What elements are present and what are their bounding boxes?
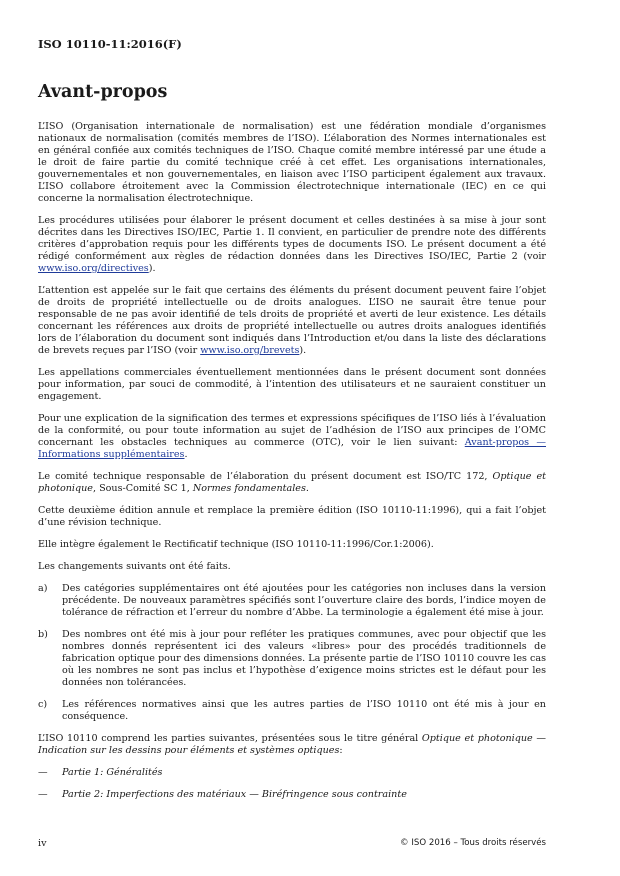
paragraph-committee-text: Le comité technique responsable de l’élaboration du présent document est ISO/TC 172, [38, 471, 493, 482]
paragraph-parts-text: L’ISO 10110 comprend les parties suivantes, présentées sous le titre général [38, 733, 422, 744]
paragraph-patents-end: ). [299, 345, 307, 356]
copyright-notice: © ISO 2016 – Tous droits réservés [400, 838, 546, 848]
section-title: Avant-propos [38, 82, 168, 102]
paragraph-edition: Cette deuxième édition annule et remplace la première édition (ISO 10110-11:1996), qui a fait l’objet d’une révision technique. [38, 505, 546, 528]
part-list-item [38, 767, 546, 779]
paragraph-committee [38, 471, 546, 495]
dash-marker: — [38, 767, 48, 778]
page-number: iv [38, 838, 47, 849]
paragraph-iso-intro: L’ISO (Organisation internationale de normalisation) est une fédération mondiale d’organismes nationaux de normalisation (comités membres de l’ISO). L’élaboration des Normes internationales est en général confiée aux comités techniques de l’ISO. Chaque comité membre intéressé par une étude a le droit de faire partie du comité technique créé à cet effet. Les organisations internationales, gouvernementales et non gouvernementales, en liaison avec l’ISO participent également aux travaux. L’ISO collabore étroitement avec la Commission électrotechnique internationale (IEC) en ce qui concerne la normalisation électrotechnique. [38, 121, 546, 204]
paragraph-conformity-end: . [184, 449, 188, 460]
committee-name: Optique et photonique [38, 471, 547, 494]
general-title: Optique et photonique — Indication sur les dessins pour éléments et systèmes optiques [38, 733, 546, 756]
foreword-body [38, 121, 546, 811]
paragraph-parts-intro [38, 733, 546, 757]
part-title: Partie 2: Imperfections des matériaux — Biréfringence sous contrainte [62, 789, 407, 800]
paragraph-patents [38, 285, 546, 357]
list-item-text: Les références normatives ainsi que les autres parties de l’ISO 10110 ont été mis à jour en conséquence. [62, 699, 546, 722]
list-item-text: Des catégories supplémentaires ont été ajoutées pour les catégories non incluses dans la version précédente. De nouveaux paramètres spécifiés sont l’ouverture claire des bords, l’indice moyen de tolérance de réfraction et l’erreur du nombre d’Abbe. La terminologie a également été mise à jour. [62, 583, 546, 618]
directives-link[interactable]: www.iso.org/directives [38, 263, 149, 274]
paragraph-conformity-text: Pour une explication de la signification des termes et expressions spécifiques de l’ISO liés à l’évaluation de la conformité, ou pour toute information au sujet de l’adhésion de l’ISO aux principes de l’OMC concernant les obstacles techniques au commerce (OTC), voir le lien suivant: [38, 413, 546, 448]
list-item [38, 583, 546, 619]
part-list-item [38, 789, 546, 801]
paragraph-parts-end: : [339, 745, 343, 756]
part-title: Partie 1: Généralités [62, 767, 163, 778]
paragraph-patents-text: L’attention est appelée sur le fait que certains des éléments du présent document peuvent faire l’objet de droits de propriété intellectuelle ou de droits analogues. L’ISO ne saurait être tenue pour responsable de ne pas avoir identifié de tels droits de propriété et averti de leur existence. Les détails concernant les références aux droits de propriété intellectuelle ou autres droits analogues identifiés lors de l’élaboration du document sont indiqués dans l’Introduction et/ou dans la liste des déclarations de brevets reçues par l’ISO (voir [38, 285, 546, 356]
patents-link[interactable]: www.iso.org/brevets [200, 345, 300, 356]
paragraph-procedures [38, 215, 546, 275]
list-item-label: c) [38, 699, 48, 710]
document-id-header: ISO 10110-11:2016(F) [38, 37, 182, 51]
list-item [38, 699, 546, 723]
paragraph-procedures-text: Les procédures utilisées pour élaborer le présent document et celles destinées à sa mise à jour sont décrites dans les Directives ISO/IEC, Partie 1. Il convient, en particulier de prendre note des différents critères d’approbation requis pour les différents types de documents ISO. Le présent document a été rédigé conformément aux règles de rédaction données dans les Directives ISO/IEC, Partie 2 (voir [38, 215, 546, 262]
list-item-label: a) [38, 583, 48, 594]
paragraph-changes-intro: Les changements suivants ont été faits. [38, 561, 231, 572]
list-item-text: Des nombres ont été mis à jour pour refléter les pratiques communes, avec pour objectif que les nombres donnés représentent ici des valeurs «libres» pour des procédés traditionnels de fabrication optique pour des dimensions données. La présente partie de l’ISO 10110 couvre les cas où les nombres ne sont pas inclus et l’hypothèse d’exigence moins strictes est le défaut pour les données non tolérancées. [62, 629, 546, 688]
paragraph-conformity [38, 413, 546, 461]
supplementary-info-link[interactable]: Avant-propos — Informations supplémentaires [38, 437, 546, 460]
list-item [38, 629, 546, 689]
paragraph-committee-end: . [305, 483, 309, 494]
subcommittee-name: Normes fondamentales [192, 483, 306, 494]
paragraph-corrigendum: Elle intègre également le Rectificatif technique (ISO 10110-11:1996/Cor.1:2006). [38, 539, 434, 550]
list-item-label: b) [38, 629, 48, 640]
paragraph-trade-names: Les appellations commerciales éventuellement mentionnées dans le présent document sont données pour information, par souci de commodité, à l’intention des utilisateurs et ne sauraient constituer un engagement. [38, 367, 546, 402]
paragraph-committee-mid: , Sous-Comité SC 1, [92, 483, 193, 494]
dash-marker: — [38, 789, 48, 800]
paragraph-procedures-end: ). [148, 263, 156, 274]
